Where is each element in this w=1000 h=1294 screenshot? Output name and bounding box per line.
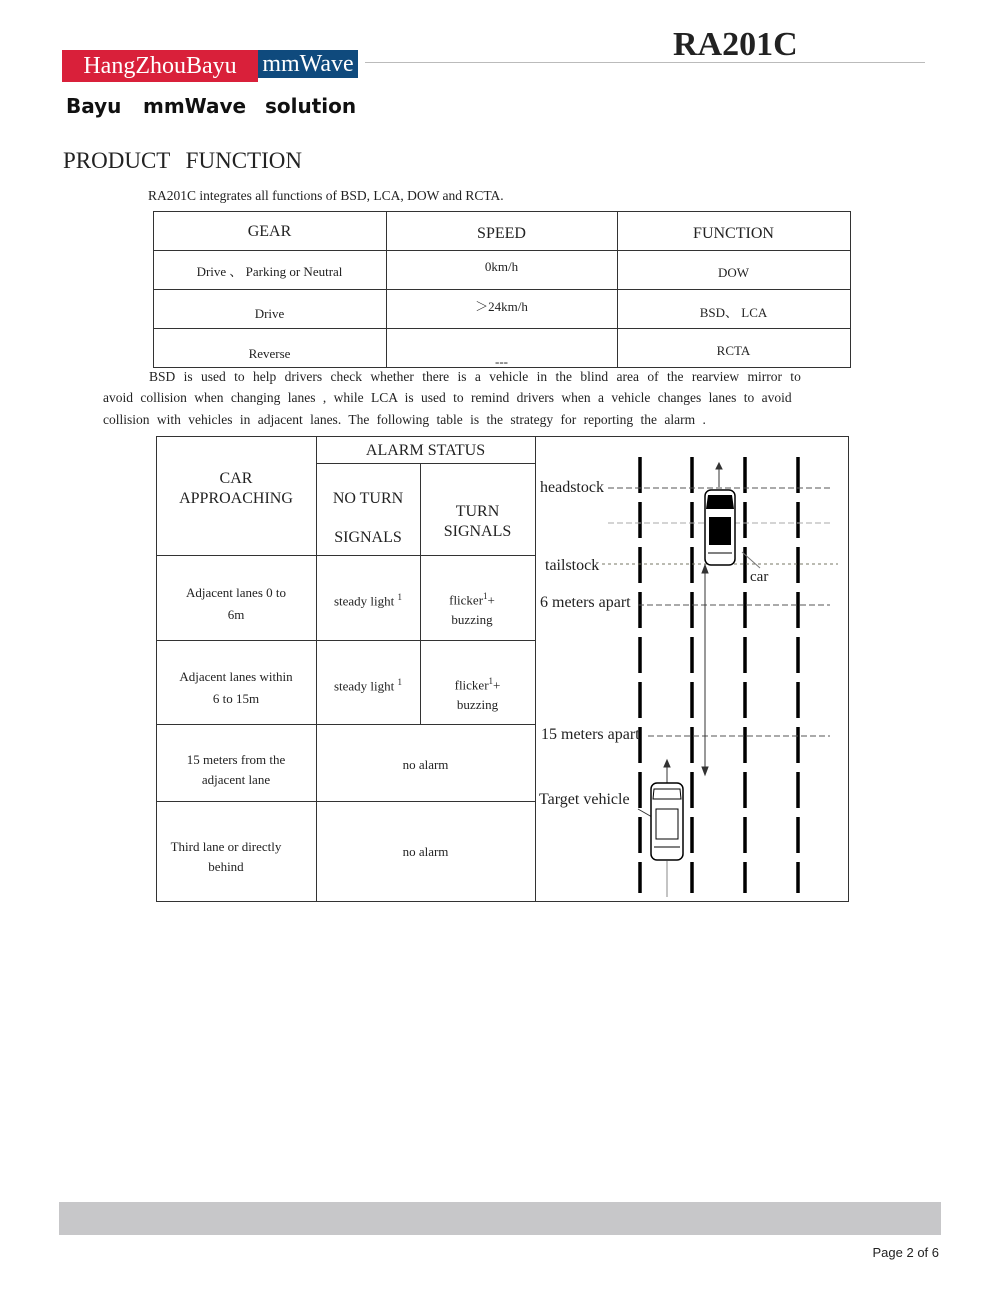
header-car-approaching [156,469,316,509]
header-gear: GEAR [247,223,292,240]
cell-speed: ＞24km/h [475,299,528,314]
logo-hangzhoubayu: HangZhouBayu [62,50,258,82]
lane-diagram [536,437,848,901]
divider [316,463,535,464]
intro-text: RA201C integrates all functions of BSD, LCA, DOW and RCTA. [148,188,504,203]
label-tailstock: tailstock [545,557,600,574]
label-car: car [750,569,769,585]
label-fifteen-meters: 15 meters apart [541,726,640,743]
header-line: APPROACHING [179,490,293,507]
footnote: 1 [483,591,488,601]
cell-function: DOW [717,265,750,280]
cell-gear: Drive [254,306,285,321]
target-vehicle-icon [651,783,683,860]
logo-mmwave: mmWave [258,50,358,78]
cell-function: BSD、 LCA [699,305,768,320]
value: + [487,592,495,608]
value: steady light [333,593,395,609]
value: flicker [454,677,489,693]
case-line: 15 meters from the [186,752,286,767]
header-turn [420,502,535,542]
header-line: TURN [455,503,500,520]
case-line: Third lane or directly [170,839,282,854]
no-turn-value [316,587,420,611]
tagline-bayu: Bayu [66,94,122,118]
header-line: SIGNALS [443,523,512,540]
header-rule [365,62,925,63]
divider [153,250,851,251]
header-line: CAR [219,470,253,487]
case-0-6m [156,582,316,626]
case-line: behind [208,859,244,874]
footnote: 1 [488,676,494,686]
header-function: FUNCTION [693,225,774,242]
cell-speed: --- [495,354,508,369]
label-six-meters: 6 meters apart [540,594,631,611]
value: steady light [333,678,395,694]
divider [156,801,535,802]
footnote: 1 [397,677,403,687]
case-line: adjacent lane [201,772,271,787]
label-headstock: headstock [540,479,604,496]
divider [156,640,535,641]
header-no-turn-signals: SIGNALS [334,529,402,546]
value: flicker [449,592,484,608]
tagline-solution: solution [265,94,357,118]
case-line: 6m [227,607,245,622]
case-line: Adjacent lanes within [179,669,293,684]
turn-value [420,586,524,630]
paragraph-line: avoid collision when changing lanes , while LCA is used to remind drivers when a vehicle changes lanes to avoid [103,390,792,405]
no-alarm: no alarm [402,757,449,772]
cell-gear: Drive 、 Parking or Neutral [196,264,343,279]
target-pointer [638,809,652,817]
paragraph-line: collision with vehicles in adjacent lanes. The following table is the strategy for reporting the alarm . [103,412,706,427]
turn-value [420,671,535,715]
header-no-turn: NO TURN [332,490,404,507]
cell-gear: Reverse [248,346,291,361]
label-target-vehicle: Target vehicle [539,791,630,808]
value: + [493,677,501,693]
case-line: Adjacent lanes 0 to [186,585,286,600]
cell-speed: 0km/h [484,259,519,274]
divider [153,289,851,290]
case-6-15m [156,666,316,710]
divider [156,724,535,725]
header-alarm-status: ALARM STATUS [365,442,486,459]
cell-function: RCTA [716,343,751,358]
page-number: Page 2 of 6 [872,1245,939,1260]
footer-bar [59,1202,941,1235]
value: buzzing [451,612,493,628]
divider [153,328,851,329]
divider [156,555,535,556]
tagline-mmwave: mmWave [143,94,247,118]
case-third-lane [146,837,306,877]
case-line: 6 to 15m [212,691,260,706]
case-15m [156,750,316,790]
no-turn-value [316,672,420,696]
section-title: PRODUCT FUNCTION [63,148,302,173]
header-speed: SPEED [477,225,526,242]
paragraph-line: BSD is used to help drivers check whether there is a vehicle in the blind area of the rearview mirror to [149,369,801,384]
footnote: 1 [397,592,403,602]
no-alarm: no alarm [402,844,449,859]
value: buzzing [456,697,499,713]
car-icon [705,490,735,565]
model-title: RA201C [673,26,798,63]
